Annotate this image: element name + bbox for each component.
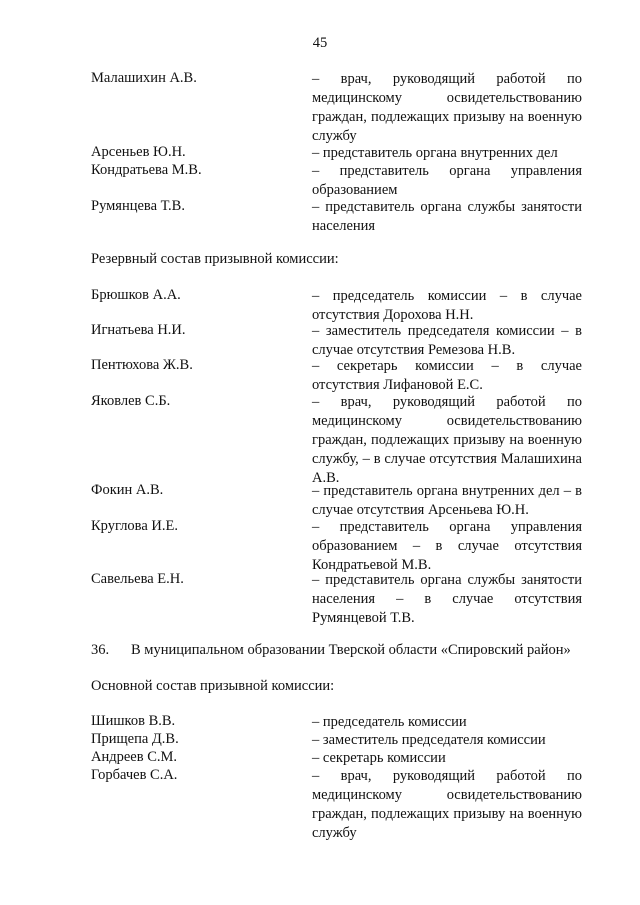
member-role: – представитель органа управления образованием – в случае отсутствия Кондратьевой М.В. — [312, 519, 582, 573]
member-name: Прищепа Д.В. — [91, 731, 179, 747]
member-name: Румянцева Т.В. — [91, 198, 185, 214]
member-name: Андреев С.М. — [91, 749, 178, 765]
member-name: Пентюхова Ж.В. — [91, 357, 193, 373]
reserve-heading: Резервный состав призывной комиссии: — [91, 251, 339, 267]
member-role: – председатель комиссии — [312, 714, 467, 730]
member-name: Горбачев С.А. — [91, 767, 178, 783]
page-number: 45 — [312, 35, 328, 51]
member-name: Малашихин А.В. — [91, 70, 197, 86]
member-role: – секретарь комиссии – в случае отсутствия Лифановой Е.С. — [312, 358, 582, 393]
member-name: Круглова И.Е. — [91, 518, 178, 534]
member-name: Фокин А.В. — [91, 482, 164, 498]
member-name: Савельева Е.Н. — [91, 571, 184, 587]
member-role: – секретарь комиссии — [312, 750, 446, 766]
member-role: – представитель органа управления образованием — [312, 163, 582, 198]
member-role: – заместитель председателя комиссии – в случае отсутствия Ремезова Н.В. — [312, 323, 582, 358]
section-number: 36. — [91, 642, 110, 658]
member-role: – представитель органа внутренних дел – в случае отсутствия Арсеньева Ю.Н. — [312, 483, 582, 518]
member-role: – представитель органа внутренних дел — [312, 145, 558, 161]
member-role: – председатель комиссии – в случае отсутствия Дорохова Н.Н. — [312, 288, 582, 323]
member-role: – представитель органа службы занятости населения – в случае отсутствия Румянцевой Т.В. — [312, 572, 582, 626]
member-role: – врач, руководящий работой по медицинскому освидетельствованию граждан, подлежащих призыву на военную службу, – в случае отсутствия Малашихина А.В. — [312, 394, 582, 486]
member-name: Кондратьева М.В. — [91, 162, 202, 178]
member-name: Шишков В.В. — [91, 713, 176, 729]
member-role: – заместитель председателя комиссии — [312, 732, 546, 748]
member-name: Игнатьева Н.И. — [91, 322, 186, 338]
member-name: Арсеньев Ю.Н. — [91, 144, 186, 160]
member-role: – представитель органа службы занятости населения — [312, 199, 582, 234]
member-role: – врач, руководящий работой по медицинскому освидетельствованию граждан, подлежащих призыву на военную службу — [312, 768, 582, 841]
member-name: Брюшков А.А. — [91, 287, 181, 303]
member-name: Яковлев С.Б. — [91, 393, 171, 409]
member-role: – врач, руководящий работой по медицинскому освидетельствованию граждан, подлежащих призыву на военную службу — [312, 71, 582, 144]
section-title: В муниципальном образовании Тверской области «Спировский район» — [131, 642, 571, 658]
main-heading: Основной состав призывной комиссии: — [91, 678, 335, 694]
section-heading — [91, 642, 571, 659]
